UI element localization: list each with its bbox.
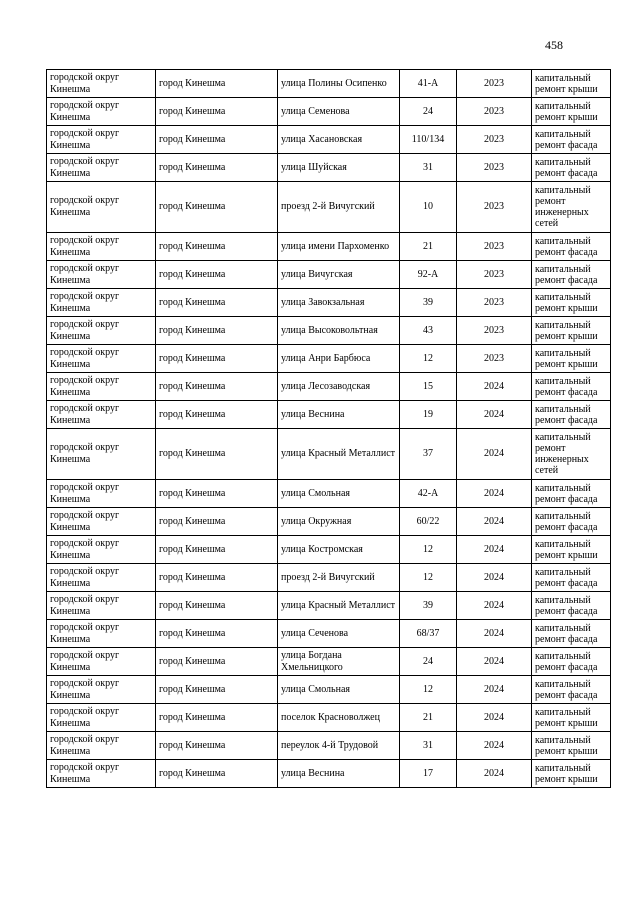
street-cell: переулок 4-й Трудовой — [278, 732, 400, 760]
work-type-cell: капитальный ремонт крыши — [532, 98, 611, 126]
city-cell: город Кинешма — [156, 261, 278, 289]
work-type-cell: капитальный ремонт фасада — [532, 676, 611, 704]
year-cell: 2024 — [457, 592, 532, 620]
district-cell: городской округ Кинешма — [47, 345, 156, 373]
city-cell: город Кинешма — [156, 620, 278, 648]
district-cell: городской округ Кинешма — [47, 182, 156, 233]
street-cell: улица Полины Осипенко — [278, 70, 400, 98]
house-number-cell: 12 — [400, 536, 457, 564]
house-number-cell: 21 — [400, 704, 457, 732]
district-cell: городской округ Кинешма — [47, 536, 156, 564]
street-cell: улица Смольная — [278, 676, 400, 704]
district-cell: городской округ Кинешма — [47, 564, 156, 592]
district-cell: городской округ Кинешма — [47, 620, 156, 648]
house-number-cell: 17 — [400, 760, 457, 788]
table-row — [47, 182, 611, 233]
district-cell: городской округ Кинешма — [47, 704, 156, 732]
table-row — [47, 70, 611, 98]
city-cell: город Кинешма — [156, 126, 278, 154]
city-cell: город Кинешма — [156, 154, 278, 182]
street-cell: улица имени Пархоменко — [278, 233, 400, 261]
house-number-cell: 24 — [400, 98, 457, 126]
table-row — [47, 676, 611, 704]
city-cell: город Кинешма — [156, 98, 278, 126]
street-cell: поселок Красноволжец — [278, 704, 400, 732]
year-cell: 2024 — [457, 401, 532, 429]
house-number-cell: 12 — [400, 345, 457, 373]
district-cell: городской округ Кинешма — [47, 401, 156, 429]
year-cell: 2023 — [457, 233, 532, 261]
city-cell: город Кинешма — [156, 317, 278, 345]
work-type-cell: капитальный ремонт крыши — [532, 289, 611, 317]
year-cell: 2023 — [457, 154, 532, 182]
city-cell: город Кинешма — [156, 289, 278, 317]
street-cell: улица Лесозаводская — [278, 373, 400, 401]
work-type-cell: капитальный ремонт фасада — [532, 126, 611, 154]
house-number-cell: 39 — [400, 289, 457, 317]
district-cell: городской округ Кинешма — [47, 429, 156, 480]
city-cell: город Кинешма — [156, 429, 278, 480]
house-number-cell: 110/134 — [400, 126, 457, 154]
table-row — [47, 345, 611, 373]
city-cell: город Кинешма — [156, 345, 278, 373]
street-cell: улица Сеченова — [278, 620, 400, 648]
work-type-cell: капитальный ремонт инженерных сетей — [532, 182, 611, 233]
street-cell: улица Семенова — [278, 98, 400, 126]
house-number-cell: 12 — [400, 564, 457, 592]
city-cell: город Кинешма — [156, 592, 278, 620]
year-cell: 2024 — [457, 564, 532, 592]
work-type-cell: капитальный ремонт крыши — [532, 345, 611, 373]
year-cell: 2024 — [457, 676, 532, 704]
city-cell: город Кинешма — [156, 233, 278, 261]
year-cell: 2023 — [457, 345, 532, 373]
street-cell: улица Красный Металлист — [278, 592, 400, 620]
house-number-cell: 39 — [400, 592, 457, 620]
house-number-cell: 19 — [400, 401, 457, 429]
district-cell: городской округ Кинешма — [47, 261, 156, 289]
district-cell: городской округ Кинешма — [47, 676, 156, 704]
page-number: 458 — [545, 38, 563, 52]
table-row — [47, 564, 611, 592]
city-cell: город Кинешма — [156, 401, 278, 429]
house-number-cell: 37 — [400, 429, 457, 480]
city-cell: город Кинешма — [156, 373, 278, 401]
table-row — [47, 154, 611, 182]
year-cell: 2024 — [457, 760, 532, 788]
year-cell: 2024 — [457, 429, 532, 480]
street-cell: улица Богдана Хмельницкого — [278, 648, 400, 676]
city-cell: город Кинешма — [156, 70, 278, 98]
house-number-cell: 31 — [400, 154, 457, 182]
district-cell: городской округ Кинешма — [47, 480, 156, 508]
year-cell: 2024 — [457, 732, 532, 760]
city-cell: город Кинешма — [156, 704, 278, 732]
street-cell: улица Шуйская — [278, 154, 400, 182]
work-type-cell: капитальный ремонт фасада — [532, 373, 611, 401]
table-row — [47, 289, 611, 317]
street-cell: улица Окружная — [278, 508, 400, 536]
work-type-cell: капитальный ремонт инженерных сетей — [532, 429, 611, 480]
house-number-cell: 42-А — [400, 480, 457, 508]
house-number-cell: 92-А — [400, 261, 457, 289]
city-cell: город Кинешма — [156, 760, 278, 788]
city-cell: город Кинешма — [156, 536, 278, 564]
table-row — [47, 429, 611, 480]
work-type-cell: капитальный ремонт фасада — [532, 620, 611, 648]
table-body — [47, 70, 611, 788]
street-cell: улица Костромская — [278, 536, 400, 564]
year-cell: 2023 — [457, 70, 532, 98]
year-cell: 2024 — [457, 373, 532, 401]
table-row — [47, 98, 611, 126]
district-cell: городской округ Кинешма — [47, 154, 156, 182]
house-number-cell: 43 — [400, 317, 457, 345]
work-type-cell: капитальный ремонт крыши — [532, 536, 611, 564]
table-row — [47, 233, 611, 261]
city-cell: город Кинешма — [156, 182, 278, 233]
house-number-cell: 10 — [400, 182, 457, 233]
work-type-cell: капитальный ремонт фасада — [532, 401, 611, 429]
work-type-cell: капитальный ремонт фасада — [532, 564, 611, 592]
district-cell: городской округ Кинешма — [47, 126, 156, 154]
district-cell: городской округ Кинешма — [47, 592, 156, 620]
work-type-cell: капитальный ремонт фасада — [532, 648, 611, 676]
work-type-cell: капитальный ремонт фасада — [532, 154, 611, 182]
district-cell: городской округ Кинешма — [47, 648, 156, 676]
table-row — [47, 480, 611, 508]
year-cell: 2023 — [457, 126, 532, 154]
work-type-cell: капитальный ремонт крыши — [532, 704, 611, 732]
work-type-cell: капитальный ремонт крыши — [532, 760, 611, 788]
district-cell: городской округ Кинешма — [47, 98, 156, 126]
district-cell: городской округ Кинешма — [47, 233, 156, 261]
work-type-cell: капитальный ремонт фасада — [532, 508, 611, 536]
house-number-cell: 15 — [400, 373, 457, 401]
district-cell: городской округ Кинешма — [47, 508, 156, 536]
city-cell: город Кинешма — [156, 676, 278, 704]
city-cell: город Кинешма — [156, 648, 278, 676]
district-cell: городской округ Кинешма — [47, 732, 156, 760]
district-cell: городской округ Кинешма — [47, 760, 156, 788]
table-row — [47, 648, 611, 676]
district-cell: городской округ Кинешма — [47, 373, 156, 401]
street-cell: улица Веснина — [278, 760, 400, 788]
table-row — [47, 536, 611, 564]
city-cell: город Кинешма — [156, 508, 278, 536]
year-cell: 2023 — [457, 317, 532, 345]
table-row — [47, 373, 611, 401]
table-row — [47, 401, 611, 429]
street-cell: улица Высоковольтная — [278, 317, 400, 345]
house-number-cell: 31 — [400, 732, 457, 760]
district-cell: городской округ Кинешма — [47, 289, 156, 317]
house-number-cell: 68/37 — [400, 620, 457, 648]
year-cell: 2024 — [457, 536, 532, 564]
work-type-cell: капитальный ремонт крыши — [532, 70, 611, 98]
street-cell: проезд 2-й Вичугский — [278, 182, 400, 233]
year-cell: 2024 — [457, 704, 532, 732]
house-number-cell: 12 — [400, 676, 457, 704]
house-number-cell: 41-А — [400, 70, 457, 98]
year-cell: 2024 — [457, 508, 532, 536]
district-cell: городской округ Кинешма — [47, 70, 156, 98]
table-row — [47, 126, 611, 154]
district-cell: городской округ Кинешма — [47, 317, 156, 345]
house-number-cell: 24 — [400, 648, 457, 676]
table-row — [47, 508, 611, 536]
work-type-cell: капитальный ремонт фасада — [532, 592, 611, 620]
year-cell: 2023 — [457, 182, 532, 233]
work-type-cell: капитальный ремонт крыши — [532, 317, 611, 345]
year-cell: 2024 — [457, 620, 532, 648]
city-cell: город Кинешма — [156, 480, 278, 508]
table-row — [47, 760, 611, 788]
street-cell: улица Смольная — [278, 480, 400, 508]
street-cell: улица Вичугская — [278, 261, 400, 289]
table-row — [47, 704, 611, 732]
house-number-cell: 60/22 — [400, 508, 457, 536]
work-type-cell: капитальный ремонт крыши — [532, 732, 611, 760]
year-cell: 2023 — [457, 98, 532, 126]
table-row — [47, 317, 611, 345]
year-cell: 2023 — [457, 289, 532, 317]
table-row — [47, 732, 611, 760]
street-cell: улица Хасановская — [278, 126, 400, 154]
street-cell: улица Анри Барбюса — [278, 345, 400, 373]
year-cell: 2024 — [457, 648, 532, 676]
street-cell: проезд 2-й Вичугский — [278, 564, 400, 592]
city-cell: город Кинешма — [156, 564, 278, 592]
street-cell: улица Завокзальная — [278, 289, 400, 317]
year-cell: 2023 — [457, 261, 532, 289]
street-cell: улица Веснина — [278, 401, 400, 429]
table-row — [47, 620, 611, 648]
table-row — [47, 592, 611, 620]
work-type-cell: капитальный ремонт фасада — [532, 233, 611, 261]
street-cell: улица Красный Металлист — [278, 429, 400, 480]
repair-schedule-table — [46, 69, 611, 788]
work-type-cell: капитальный ремонт фасада — [532, 261, 611, 289]
work-type-cell: капитальный ремонт фасада — [532, 480, 611, 508]
table-row — [47, 261, 611, 289]
year-cell: 2024 — [457, 480, 532, 508]
city-cell: город Кинешма — [156, 732, 278, 760]
house-number-cell: 21 — [400, 233, 457, 261]
